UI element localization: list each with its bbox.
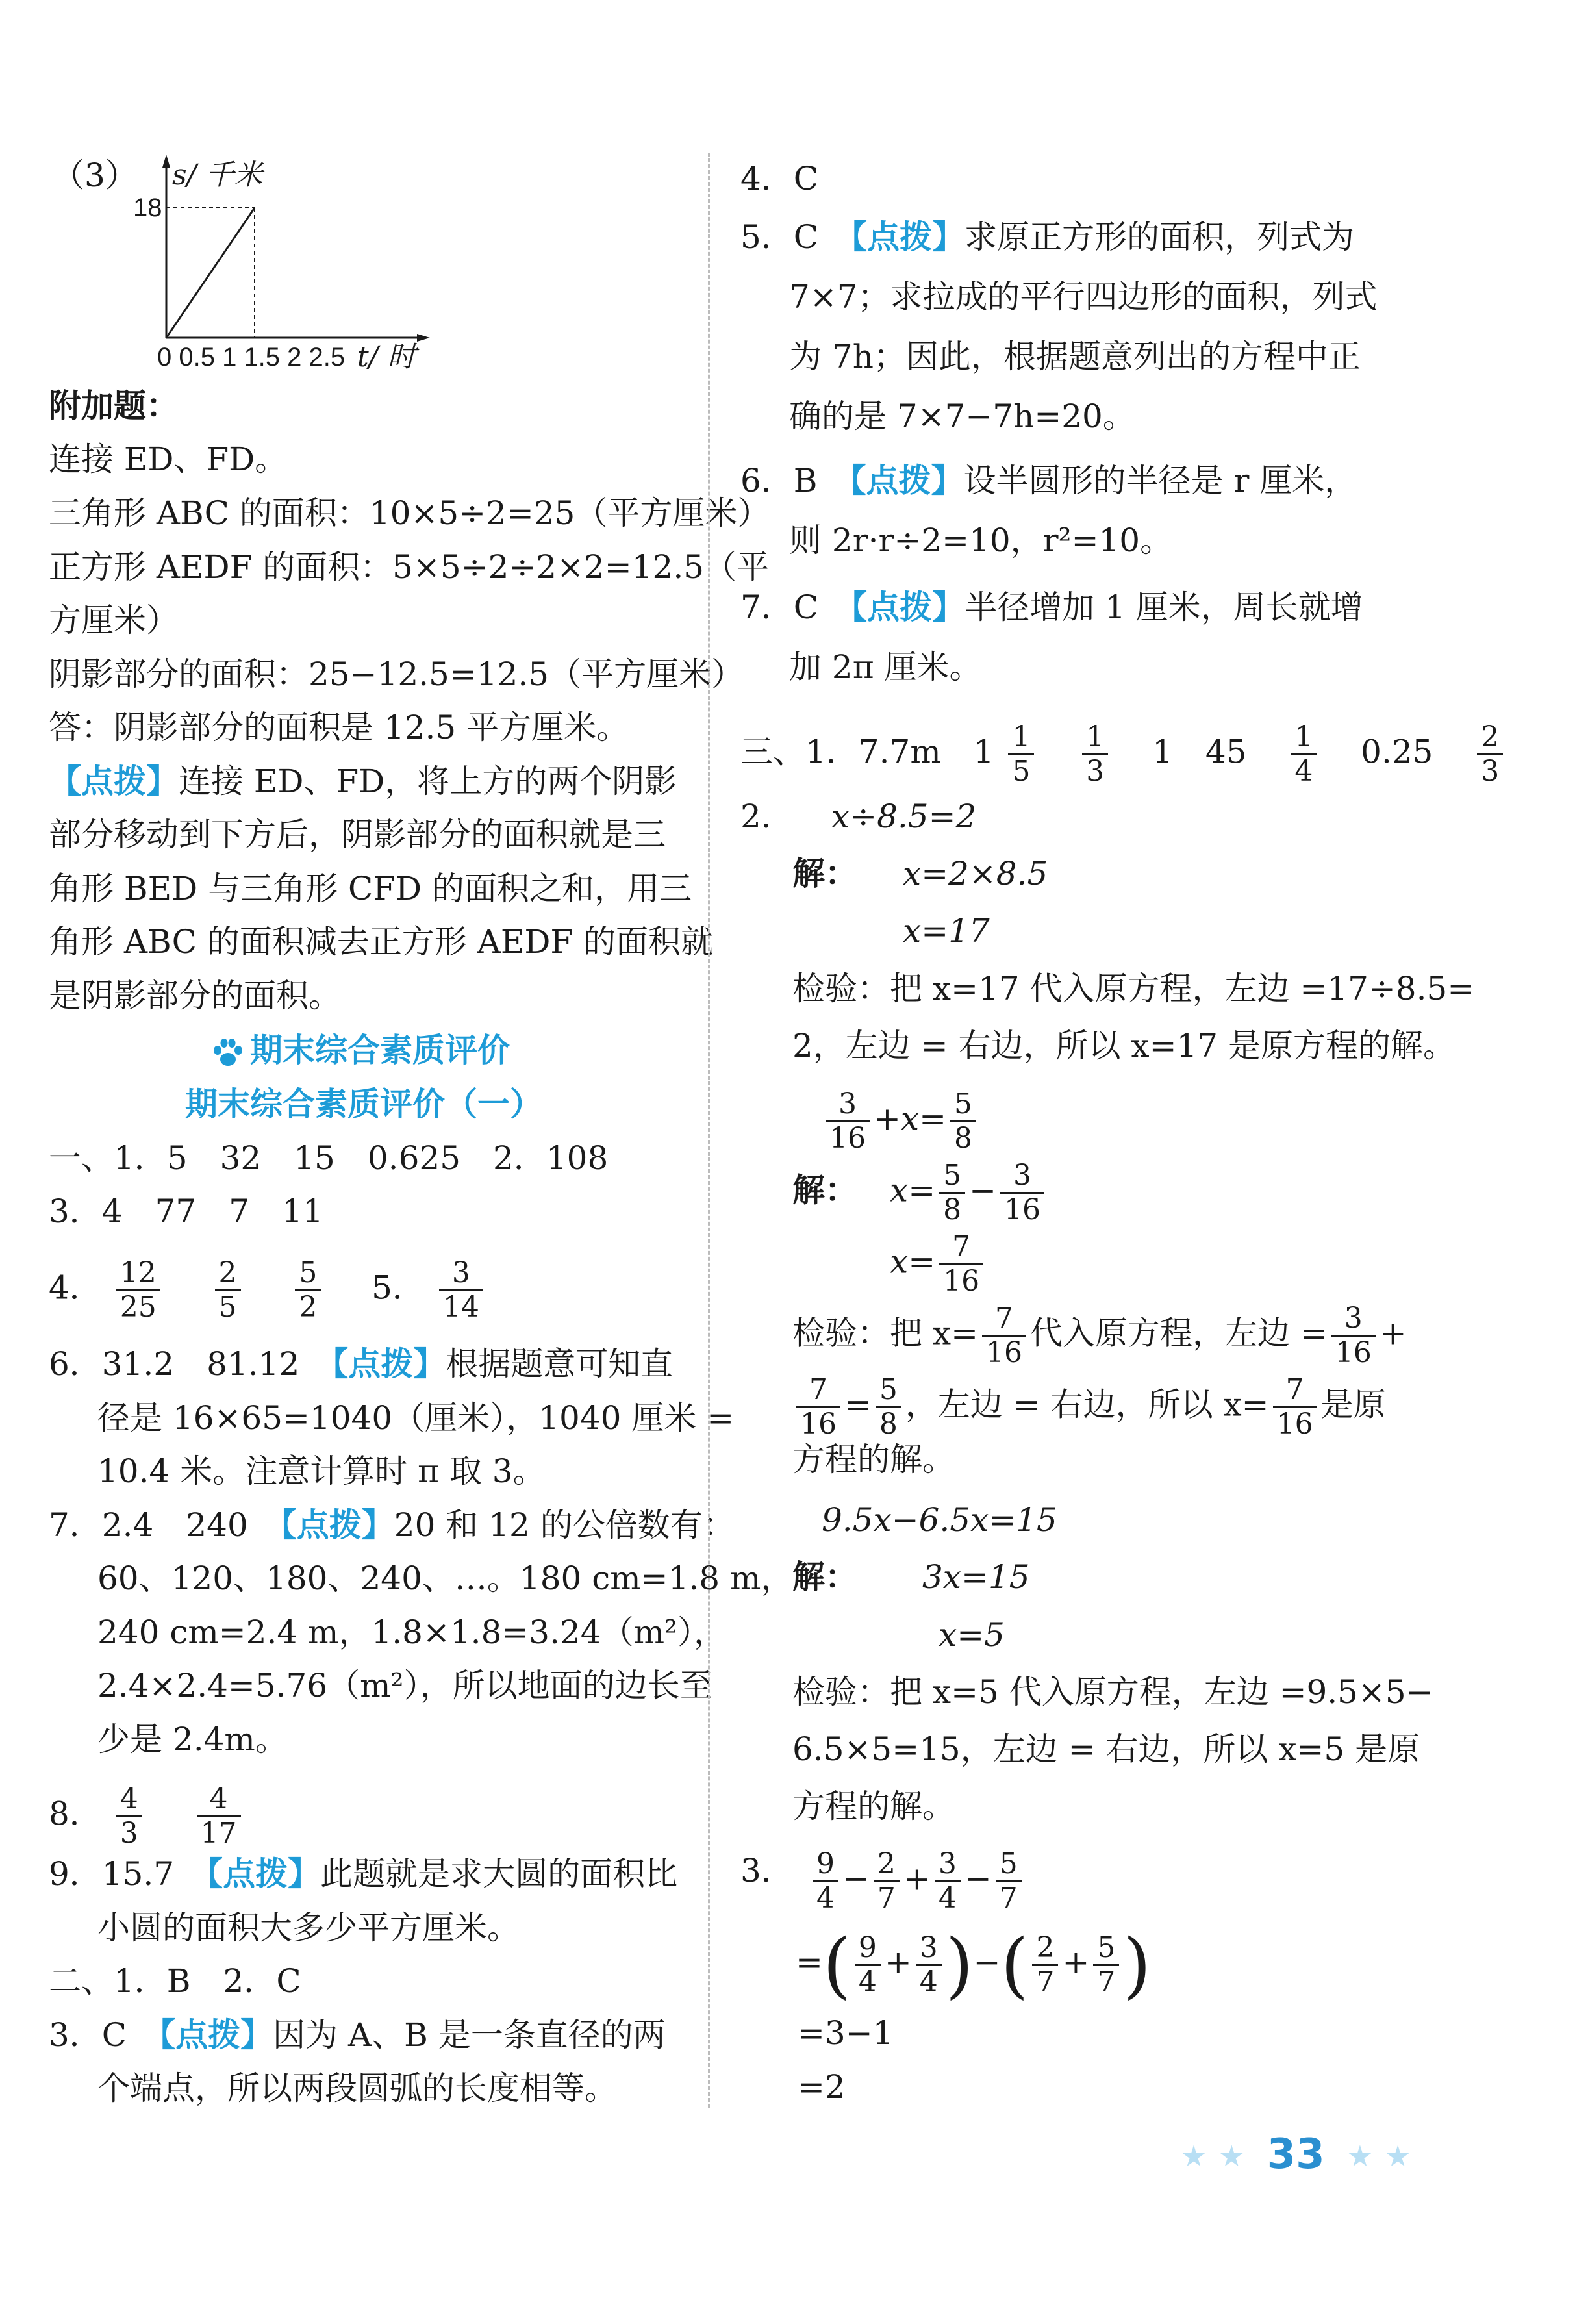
fraction: $\frac{7}{16}$ xyxy=(982,1302,1026,1369)
solve-label: 解： xyxy=(792,855,857,892)
fraction: $\frac{7}{16}$ xyxy=(939,1231,983,1298)
answer-2-6: 6．B 【点拨】设半圆形的半径是 r 厘米， xyxy=(740,462,1357,499)
equation-3-check-3: 方程的解。 xyxy=(792,1787,955,1825)
answer-3-2-label: 2． xyxy=(740,798,794,835)
fraction: $\frac{7}{16}$ xyxy=(1273,1374,1317,1441)
answer-1-3: 3．4 77 7 11 xyxy=(49,1193,323,1230)
fraction: $\frac{5}{8}$ xyxy=(876,1374,901,1441)
answer-1-7: 7．2.4 240 【点拨】20 和 12 的公倍数有： xyxy=(49,1506,735,1544)
equation-1-step-1: x=2×8.5 xyxy=(903,855,1048,892)
extra-line-4: 方厘米） xyxy=(49,601,179,639)
answer-2-6-cont: 则 2r·r÷2=10，r²=10。 xyxy=(789,522,1173,559)
equation-2: $\frac{3}{16}$ +x= $\frac{5}{8}$ xyxy=(822,1088,980,1155)
graph-x-axis-label: t/ 时 xyxy=(357,340,416,373)
tip-label: 【点拨】 xyxy=(851,588,965,626)
fraction: $\frac{7}{16}$ xyxy=(796,1374,840,1441)
fraction: $\frac{9}{4}$ xyxy=(813,1848,838,1915)
equation-3-step-2: x=5 xyxy=(939,1616,1005,1654)
answer-2-1: 二、1．B 2．C xyxy=(49,1962,301,2000)
equation-1-check-2: 2，左边 = 右边，所以 x=17 是原方程的解。 xyxy=(792,1027,1456,1065)
answer-2-4: 4．C xyxy=(740,160,819,197)
fraction: $\frac{3}{16}$ xyxy=(1000,1159,1044,1226)
fraction: $\frac{5}{8}$ xyxy=(939,1159,965,1226)
answer-1-6-cont: 径是 16×65=1040（厘米），1040 厘米 = xyxy=(97,1399,735,1437)
calc-line-1: $\frac{9}{4}$ − $\frac{2}{7}$ + $\frac{3}{4}$ − $\frac{5}{7}$ xyxy=(809,1848,1026,1915)
answer-1-7-cont2: 240 cm=2.4 m，1.8×1.8=3.24（m²）， xyxy=(97,1613,727,1651)
extra-question-title: 附加题： xyxy=(49,387,179,425)
equation-3: 9.5x−6.5x=15 xyxy=(822,1501,1057,1539)
extra-tip-line xyxy=(49,759,677,804)
fraction: $\frac{3}{16}$ xyxy=(826,1088,870,1155)
answer-2-5-cont: 7×7；求拉成的平行四边形的面积，列式 xyxy=(789,278,1378,316)
equation-2-check-3: 方程的解。 xyxy=(792,1441,955,1478)
answer-1-8: 8． $\frac{4}{3}$ $\frac{4}{17}$ xyxy=(49,1783,245,1850)
equation-2-check: 检验：把 x= $\frac{7}{16}$ 代入原方程，左边 = $\frac{3}{16}$ + xyxy=(792,1302,1407,1369)
graph-label: （3） xyxy=(52,157,138,194)
column-divider xyxy=(708,153,710,2108)
tip-label: 【点拨】 xyxy=(850,462,964,499)
fraction: $\frac{2}{5}$ xyxy=(215,1257,241,1324)
answer-1-7-cont: 60、120、180、240、…。180 cm=1.8 m， xyxy=(97,1560,794,1597)
answer-2-5: 5．C 【点拨】求原正方形的面积，列式为 xyxy=(740,218,1355,256)
extra-line-3: 正方形 AEDF 的面积：5×5÷2÷2×2=12.5（平 xyxy=(49,548,770,586)
equation-2-check-2: $\frac{7}{16}$ = $\frac{5}{8}$ ，左边 = 右边，所以 x= $\frac{7}{16}$ 是原 xyxy=(792,1374,1386,1441)
fraction: $\frac{4}{17}$ xyxy=(197,1783,241,1850)
fraction: $\frac{12}{25}$ xyxy=(116,1257,160,1324)
tip-label: 【点拨】 xyxy=(159,2016,273,2054)
equation-1: x÷8.5=2 xyxy=(831,798,977,835)
tip-label: 【点拨】 xyxy=(851,218,965,256)
tip-label: 【点拨】 xyxy=(280,1506,394,1544)
answer-2-5-cont2: 为 7h；因此，根据题意列出的方程中正 xyxy=(789,338,1361,375)
fraction: $\frac{1}{3}$ xyxy=(1082,721,1108,788)
answer-prefix: 5． xyxy=(372,1269,425,1307)
equation-3-check-2: 6.5×5=15，左边 = 右边，所以 x=5 是原 xyxy=(792,1730,1420,1768)
answer-1-9-cont: 小圆的面积大多少平方厘米。 xyxy=(97,1909,520,1947)
star-icon xyxy=(1182,2145,1205,2168)
extra-line-1: 连接 ED、FD。 xyxy=(49,440,288,478)
extra-answer: 答：阴影部分的面积是 12.5 平方厘米。 xyxy=(49,709,629,746)
answer-2-5-cont3: 确的是 7×7−7h=20。 xyxy=(789,398,1135,435)
graph-y-tick: 18 xyxy=(133,194,162,222)
calc-line-2: =( $\frac{9}{4}$ + $\frac{3}{4}$ )−( $\frac{2}{7}$ + $\frac{5}{7}$ ) xyxy=(796,1923,1152,2006)
answer-prefix: 4． xyxy=(49,1269,102,1307)
fraction: $\frac{2}{7}$ xyxy=(1032,1932,1058,1999)
extra-line-2: 三角形 ABC 的面积：10×5÷2=25（平方厘米） xyxy=(49,494,770,532)
extra-line-5: 阴影部分的面积：25−12.5=12.5（平方厘米） xyxy=(49,655,744,693)
fraction: $\frac{5}{2}$ xyxy=(295,1257,321,1324)
answer-1-6: 6．31.2 81.12 【点拨】根据题意可知直 xyxy=(49,1345,674,1383)
fraction: $\frac{3}{4}$ xyxy=(935,1848,961,1915)
solve-label: 解： xyxy=(792,1558,857,1596)
answer-1-7-cont4: 少是 2.4m。 xyxy=(97,1721,288,1758)
fraction: $\frac{9}{4}$ xyxy=(855,1932,881,1999)
equation-3-check: 检验：把 x=5 代入原方程，左边 =9.5×5− xyxy=(792,1673,1433,1711)
fraction: $\frac{5}{7}$ xyxy=(1093,1932,1119,1999)
answer-1-1: 一、1．5 32 15 0.625 2．108 xyxy=(49,1139,609,1177)
equation-1-step-2: x=17 xyxy=(903,912,990,950)
equation-2-step-2: x= $\frac{7}{16}$ xyxy=(890,1231,987,1298)
answer-2-3-cont: 个端点，所以两段圆弧的长度相等。 xyxy=(97,2069,617,2107)
tip-label: 【点拨】 xyxy=(207,1855,321,1893)
fraction: $\frac{1}{4}$ xyxy=(1291,721,1317,788)
answer-3-1: 三、1．7.7m 1 $\frac{1}{5}$ $\frac{1}{3}$ 1 45 $\frac{1}{4}$ 0.25 $\frac{2}{3}$ xyxy=(740,721,1507,788)
fraction: $\frac{1}{5}$ xyxy=(1008,721,1034,788)
answer-1-4 xyxy=(49,1257,487,1324)
fraction: $\frac{3}{14}$ xyxy=(439,1257,483,1324)
section-title xyxy=(211,1028,510,1073)
tip-label: 【点拨】 xyxy=(49,763,179,800)
tip-label: 【点拨】 xyxy=(332,1345,446,1383)
page-number: 33 xyxy=(1267,2130,1325,2179)
equation-3-step-1: 3x=15 xyxy=(922,1558,1030,1596)
tip-text: 连接 ED、FD，将上方的两个阴影 xyxy=(179,763,677,800)
graph-y-axis-label: s/ 千米 xyxy=(172,158,263,192)
fraction: $\frac{3}{16}$ xyxy=(1331,1302,1376,1369)
equation-1-check: 检验：把 x=17 代入原方程，左边 =17÷8.5= xyxy=(792,970,1475,1007)
answer-2-3: 3．C 【点拨】因为 A、B 是一条直径的两 xyxy=(49,2016,666,2054)
fraction: $\frac{3}{4}$ xyxy=(916,1932,942,1999)
extra-tip-line-2: 部分移动到下方后，阴影部分的面积就是三 xyxy=(49,816,666,853)
answer-1-6-cont2: 10.4 米。注意计算时 π 取 3。 xyxy=(97,1452,546,1490)
answer-1-9: 9．15.7 【点拨】此题就是求大圆的面积比 xyxy=(49,1855,678,1893)
extra-tip-line-4: 角形 ABC 的面积减去正方形 AEDF 的面积就 xyxy=(49,923,713,961)
calc-line-3: =3−1 xyxy=(798,2014,894,2052)
paw-icon xyxy=(211,1037,245,1068)
sub-title: 期末综合素质评价（一） xyxy=(185,1085,542,1123)
extra-tip-line-5: 是阴影部分的面积。 xyxy=(49,977,341,1015)
section-title-text: 期末综合素质评价 xyxy=(250,1031,510,1069)
star-icon xyxy=(1386,2145,1409,2168)
fraction: $\frac{2}{3}$ xyxy=(1477,721,1503,788)
answer-2-7-cont: 加 2π 厘米。 xyxy=(789,648,982,686)
answer-2-7: 7．C 【点拨】半径增加 1 厘米，周长就增 xyxy=(740,588,1363,626)
answer-1-7-cont3: 2.4×2.4=5.76（m²），所以地面的边长至 xyxy=(97,1667,712,1704)
star-icon xyxy=(1220,2145,1243,2168)
page-number-area xyxy=(1182,2130,1409,2179)
star-icon xyxy=(1348,2145,1372,2168)
graph-x-ticks: 0 0.5 1 1.5 2 2.5 xyxy=(157,343,346,372)
fraction: $\frac{5}{8}$ xyxy=(950,1088,976,1155)
fraction: $\frac{2}{7}$ xyxy=(874,1848,900,1915)
fraction: $\frac{5}{7}$ xyxy=(996,1848,1022,1915)
fraction: $\frac{4}{3}$ xyxy=(116,1783,142,1850)
calc-line-4: =2 xyxy=(798,2068,846,2106)
answer-3-3-label: 3． xyxy=(740,1852,794,1889)
extra-tip-line-3: 角形 BED 与三角形 CFD 的面积之和，用三 xyxy=(49,870,692,907)
equation-2-step-1: 解： x= $\frac{5}{8}$ − $\frac{3}{16}$ xyxy=(792,1159,1048,1226)
